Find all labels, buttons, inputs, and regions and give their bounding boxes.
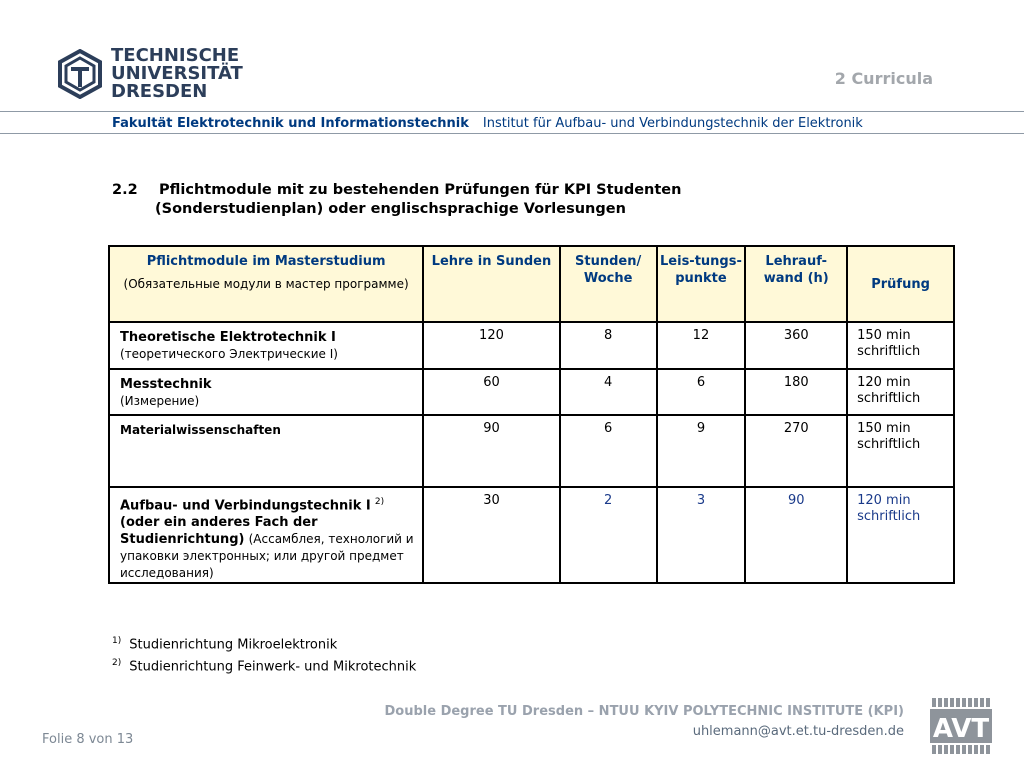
tu-dresden-emblem-icon	[57, 49, 103, 99]
header-divider-bottom	[0, 133, 1024, 134]
header-module-ru: (Обязательные модули в мастер программе)	[123, 277, 409, 291]
lehre-cell: 90	[423, 415, 560, 487]
header-pruefung: Prüfung	[847, 246, 954, 322]
punkte-cell: 9	[657, 415, 746, 487]
module-name-cell: Theoretische Elektrotechnik I (теоретического Электрические I)	[109, 322, 423, 369]
pruefung-cell: 150 min schriftlich	[847, 415, 954, 487]
table-header-row	[109, 246, 954, 322]
modules-table	[108, 245, 955, 584]
table-row	[109, 322, 954, 369]
heading-number: 2.2	[112, 182, 138, 198]
avt-logo-icon	[930, 696, 992, 756]
aufwand-cell: 90	[745, 487, 847, 583]
aufwand-cell: 180	[745, 369, 847, 415]
footnote: $^{2)}$ Studienrichtung Feinwerk- und Mikrotechnik	[112, 658, 417, 675]
stunden-cell: 2	[560, 487, 657, 583]
institute-name: Institut für Aufbau- und Verbindungstechnik der Elektronik	[482, 116, 863, 131]
header-stunden: Stunden/ Woche	[560, 246, 657, 322]
heading-line2: (Sonderstudienplan) oder englischsprachige Vorlesungen	[155, 201, 626, 217]
heading-line1: Pflichtmodule mit zu bestehenden Prüfungen für KPI Studenten	[159, 182, 682, 198]
punkte-cell: 12	[657, 322, 746, 369]
footer-email: uhlemann@avt.et.tu-dresden.de	[692, 724, 904, 739]
footer-title: Double Degree TU Dresden – NTUU KYIV POLYTECHNIC INSTITUTE (KPI)	[384, 704, 904, 719]
stunden-cell: 4	[560, 369, 657, 415]
header-leistungspunkte: Leis-tungs-punkte	[657, 246, 746, 322]
punkte-cell: 3	[657, 487, 746, 583]
header-lehre: Lehre in Sunden	[423, 246, 560, 322]
logo-text: TECHNISCHE UNIVERSITÄT DRESDEN	[111, 45, 243, 102]
tu-dresden-logo	[57, 47, 243, 101]
header-module: Pflichtmodule im Masterstudium (Обязательные модули в мастер программе)	[109, 246, 423, 322]
avt-logo-text: AVT	[932, 714, 990, 744]
module-name-cell: Materialwissenschaften	[109, 415, 423, 487]
pruefung-cell: 120 min schriftlich	[847, 487, 954, 583]
section-title: 2 Curricula	[834, 69, 933, 88]
section-heading	[112, 181, 681, 219]
faculty-bar	[112, 116, 863, 131]
lehre-cell: 60	[423, 369, 560, 415]
slide-number: Folie 8 von 13	[42, 732, 134, 747]
pruefung-cell: 120 min schriftlich	[847, 369, 954, 415]
stunden-cell: 6	[560, 415, 657, 487]
module-name-cell: Messtechnik (Измерение)	[109, 369, 423, 415]
lehre-cell: 30	[423, 487, 560, 583]
module-name-cell: Aufbau- und Verbindungstechnik I $^{2)}$ (oder ein anderes Fach der Studienrichtung) (Ассамблея, технологий и упаковки электронных; или другой предмет исследования)	[109, 487, 423, 583]
header-aufwand: Lehrauf-wand (h)	[745, 246, 847, 322]
footnote: $^{1)}$ Studienrichtung Mikroelektronik	[112, 636, 338, 653]
faculty-name: Fakultät Elektrotechnik und Informationstechnik	[112, 116, 469, 131]
aufwand-cell: 360	[745, 322, 847, 369]
aufwand-cell: 270	[745, 415, 847, 487]
header-divider-top	[0, 111, 1024, 112]
lehre-cell: 120	[423, 322, 560, 369]
table-row	[109, 369, 954, 415]
pruefung-cell: 150 min schriftlich	[847, 322, 954, 369]
punkte-cell: 6	[657, 369, 746, 415]
table-row	[109, 415, 954, 487]
table-row	[109, 487, 954, 583]
footnotes	[112, 632, 416, 677]
stunden-cell: 8	[560, 322, 657, 369]
